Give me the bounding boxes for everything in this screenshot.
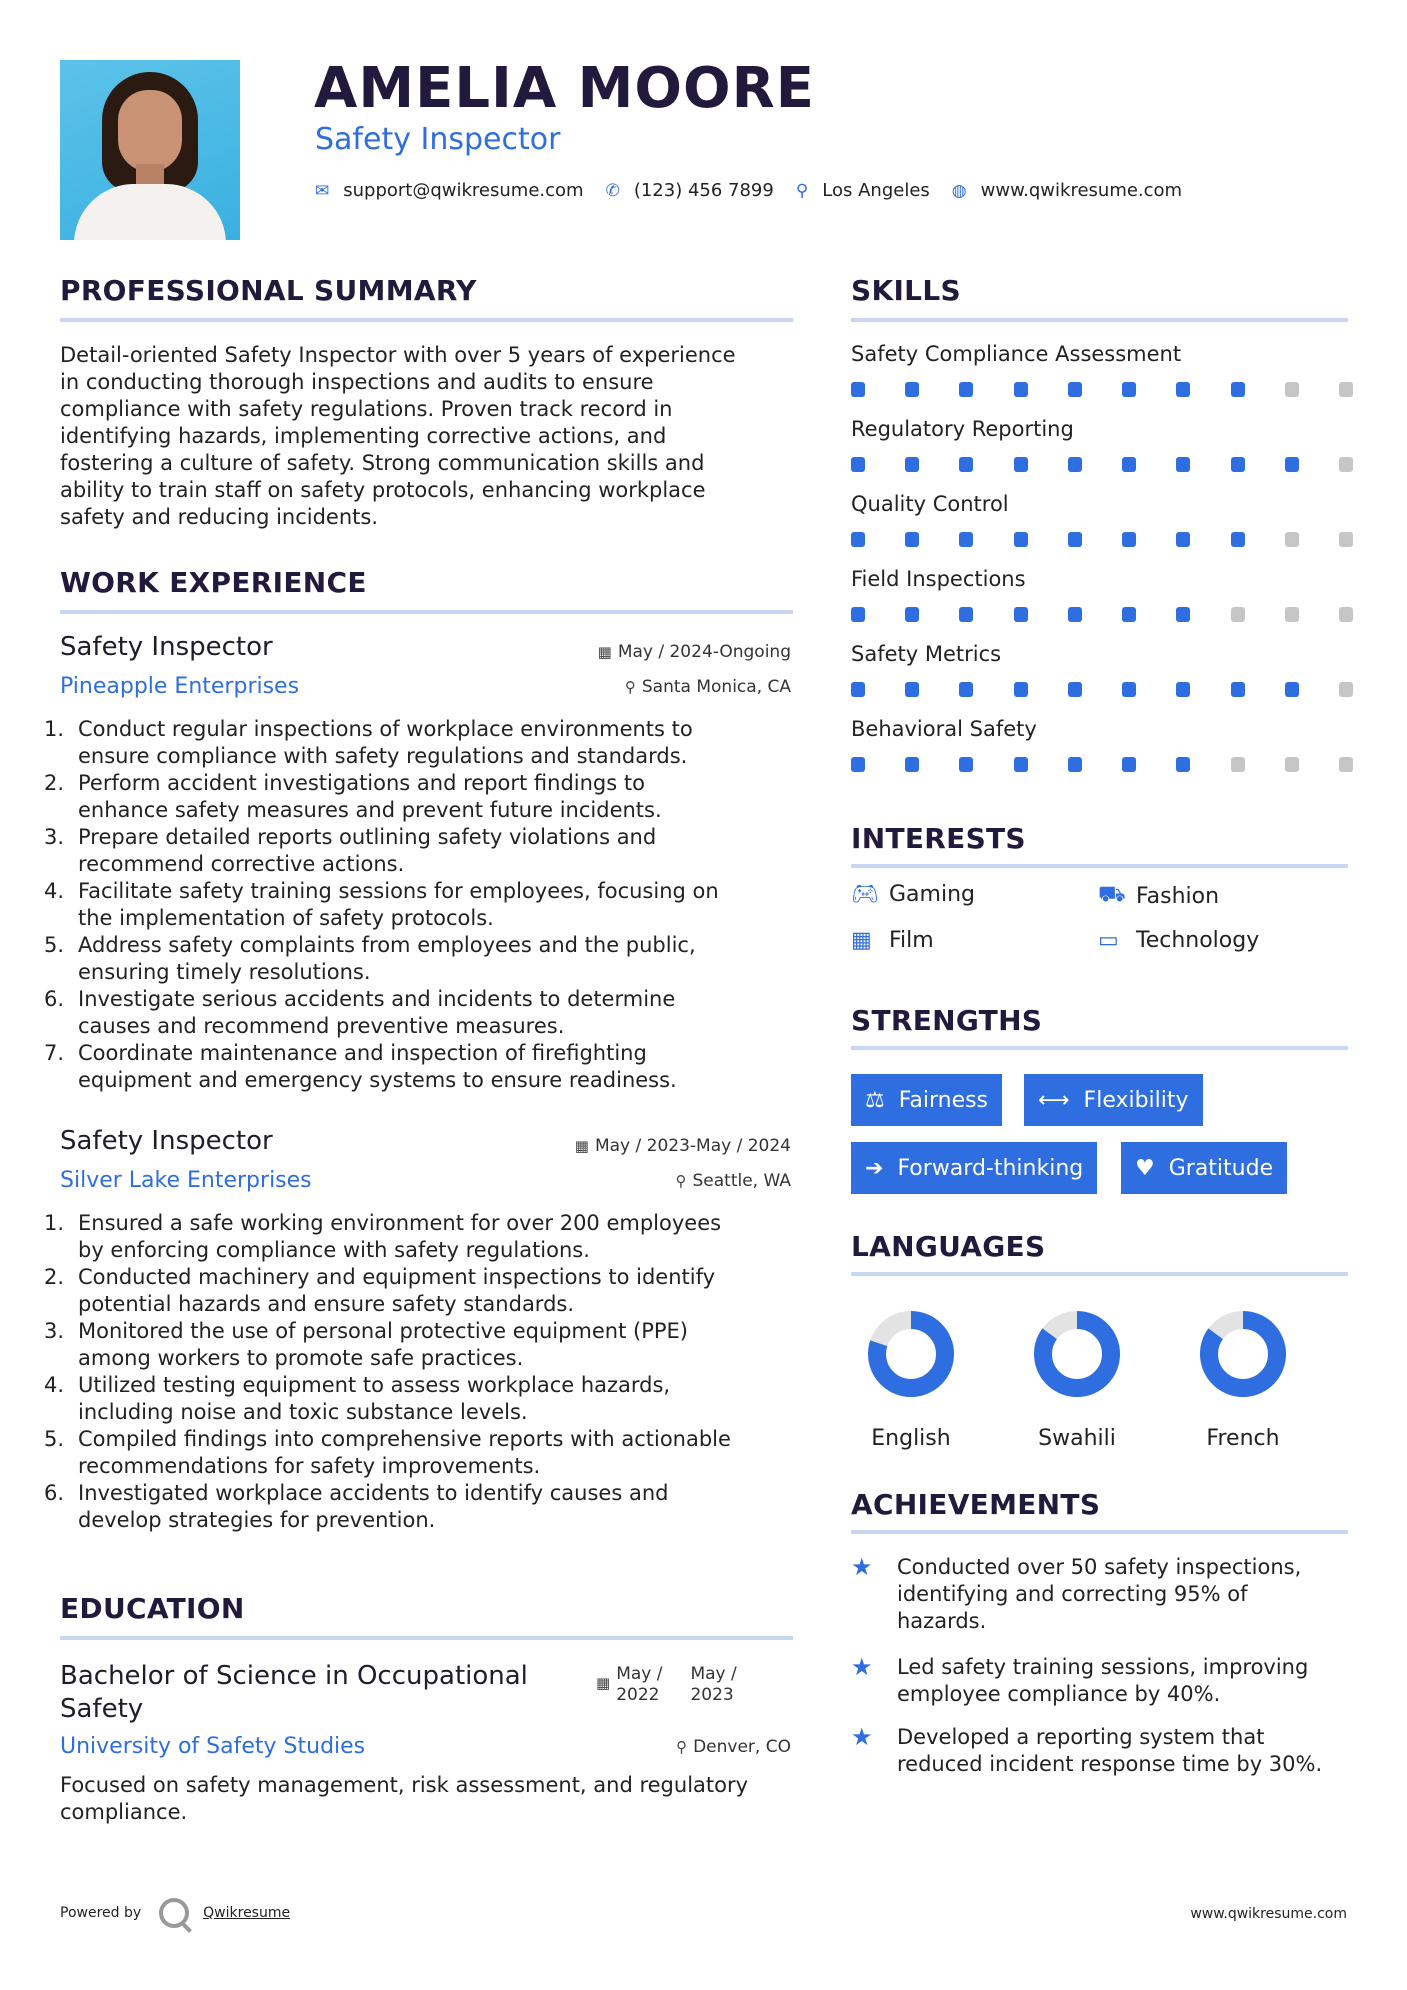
- shopping-bag-icon: ⛟: [1098, 882, 1126, 907]
- experience-divider: [60, 610, 793, 614]
- skill-rating: [851, 532, 1353, 547]
- experience-heading: WORK EXPERIENCE: [60, 566, 367, 599]
- rating-dot-empty: [1339, 382, 1353, 397]
- job-title: Safety Inspector: [60, 1126, 273, 1156]
- rating-dot-filled: [1122, 607, 1136, 622]
- location-text: Los Angeles: [822, 180, 930, 201]
- powered-by: Powered by Qwikresume: [60, 1898, 290, 1928]
- language-item: English: [841, 1310, 981, 1451]
- skill-rating: [851, 382, 1353, 397]
- job-duties-list: [44, 716, 800, 1094]
- rating-dot-filled: [1176, 532, 1190, 547]
- website-link[interactable]: www.qwikresume.com: [980, 180, 1183, 201]
- rating-dot-filled: [1122, 532, 1136, 547]
- phone-icon: ✆: [605, 180, 620, 201]
- contact-bar: [315, 180, 1204, 201]
- rating-dot-filled: [1068, 382, 1082, 397]
- calendar-icon: ▦: [596, 1674, 611, 1692]
- rating-dot-filled: [851, 682, 865, 697]
- rating-dot-filled: [905, 532, 919, 547]
- summary-divider: [60, 318, 793, 322]
- rating-dot-filled: [959, 682, 973, 697]
- rating-dot-filled: [905, 682, 919, 697]
- rating-dot-filled: [1176, 382, 1190, 397]
- laptop-icon: ▭: [1098, 928, 1119, 953]
- rating-dot-filled: [1014, 757, 1028, 772]
- company-name: Silver Lake Enterprises: [60, 1168, 312, 1193]
- rating-dot-filled: [851, 532, 865, 547]
- achievement-item: ★ Conducted over 50 safety inspections, identifying and correcting 95% of hazards.: [851, 1553, 1302, 1633]
- rating-dot-filled: [1068, 607, 1082, 622]
- rating-dot-filled: [1231, 532, 1245, 547]
- rating-dot-filled: [1231, 682, 1245, 697]
- rating-dot-empty: [1285, 382, 1299, 397]
- rating-dot-filled: [1122, 457, 1136, 472]
- interest-item: ▦ Film: [851, 928, 934, 953]
- education-divider: [60, 1636, 793, 1640]
- degree-title: Bachelor of Science in Occupational Safety: [60, 1661, 528, 1724]
- rating-dot-empty: [1231, 607, 1245, 622]
- list-item: 1. Ensured a safe working environment for over 200 employees by enforcing compliance with safety regulations.: [44, 1211, 722, 1262]
- rating-dot-filled: [851, 457, 865, 472]
- languages-heading: LANGUAGES: [851, 1230, 1046, 1263]
- arrow-right-icon: ➔: [865, 1155, 884, 1181]
- skill-name: Safety Metrics: [851, 642, 1002, 666]
- rating-dot-filled: [1231, 457, 1245, 472]
- school-name: University of Safety Studies: [60, 1734, 366, 1759]
- list-item: 4. Utilized testing equipment to assess workplace hazards, including noise and toxic substance levels.: [44, 1373, 671, 1424]
- pin-icon: ⚲: [624, 678, 636, 696]
- list-item: 2. Perform accident investigations and report findings to enhance safety measures and prevent future incidents.: [44, 771, 662, 822]
- skill-name: Behavioral Safety: [851, 717, 1037, 741]
- skill-rating: [851, 757, 1353, 772]
- skills-divider: [851, 318, 1348, 322]
- rating-dot-empty: [1231, 757, 1245, 772]
- education-location: ⚲ Denver, CO: [676, 1737, 791, 1757]
- rating-dot-filled: [1285, 457, 1299, 472]
- job-duties-list: [44, 1210, 800, 1534]
- rating-dot-filled: [1122, 682, 1136, 697]
- rating-dot-filled: [1068, 757, 1082, 772]
- strengths-heading: STRENGTHS: [851, 1004, 1043, 1037]
- interest-item: ⛟ Fashion: [1098, 882, 1220, 909]
- achievement-item: ★ Led safety training sessions, improving employee compliance by 40%.: [851, 1653, 1309, 1706]
- list-item: 5. Compiled findings into comprehensive reports with actionable recommendations for safety improvements.: [44, 1427, 731, 1478]
- rating-dot-filled: [959, 532, 973, 547]
- rating-dot-empty: [1339, 457, 1353, 472]
- rating-dot-empty: [1339, 682, 1353, 697]
- rating-dot-filled: [851, 757, 865, 772]
- candidate-name: AMELIA MOORE: [314, 56, 815, 121]
- map-pin-icon: ⚲: [795, 180, 809, 201]
- rating-dot-filled: [905, 457, 919, 472]
- envelope-icon: ✉: [315, 180, 330, 201]
- strength-chip: ♥ Gratitude: [1121, 1142, 1287, 1194]
- language-donut: [867, 1310, 955, 1398]
- phone-text: (123) 456 7899: [633, 180, 774, 201]
- rating-dot-filled: [1285, 682, 1299, 697]
- rating-dot-filled: [1014, 457, 1028, 472]
- rating-dot-empty: [1285, 757, 1299, 772]
- skill-rating: [851, 457, 1353, 472]
- list-item: 2. Conducted machinery and equipment inspections to identify potential hazards and ensure safety standards.: [44, 1265, 716, 1316]
- rating-dot-filled: [1122, 757, 1136, 772]
- language-donut: [1033, 1310, 1121, 1398]
- rating-dot-filled: [1122, 382, 1136, 397]
- rating-dot-filled: [1176, 607, 1190, 622]
- rating-dot-empty: [1339, 532, 1353, 547]
- rating-dot-filled: [1176, 682, 1190, 697]
- rating-dot-filled: [1014, 607, 1028, 622]
- rating-dot-filled: [905, 382, 919, 397]
- rating-dot-empty: [1339, 757, 1353, 772]
- rating-dot-filled: [905, 607, 919, 622]
- calendar-icon: ▦: [574, 1137, 589, 1155]
- rating-dot-filled: [905, 757, 919, 772]
- candidate-title: Safety Inspector: [315, 122, 561, 157]
- interest-item: 🎮︎ Gaming: [851, 882, 975, 907]
- rating-dot-filled: [1014, 532, 1028, 547]
- list-item: 3. Prepare detailed reports outlining safety violations and recommend corrective actions.: [44, 825, 657, 876]
- summary-text: Detail-oriented Safety Inspector with over 5 years of experience in conducting thorough inspections and audits to ensure compliance with safety regulations. Proven track record in identifying hazards, implementing corrective actions, and fostering a culture of safety. Strong communication skills and ability to train staff on safety protocols, enhancing workplace safety and reducing incidents.: [60, 343, 736, 529]
- rating-dot-filled: [1176, 757, 1190, 772]
- list-item: 6. Investigated workplace accidents to identify causes and develop strategies for prevention.: [44, 1481, 669, 1532]
- skill-name: Safety Compliance Assessment: [851, 342, 1182, 366]
- language-donut: [1199, 1310, 1287, 1398]
- rating-dot-filled: [959, 757, 973, 772]
- skills-heading: SKILLS: [851, 274, 961, 307]
- skill-name: Regulatory Reporting: [851, 417, 1074, 441]
- interests-divider: [851, 864, 1348, 868]
- profile-photo: [60, 60, 240, 240]
- interests-heading: INTERESTS: [851, 822, 1026, 855]
- footer-website-link[interactable]: www.qwikresume.com: [1190, 1906, 1347, 1922]
- rating-dot-filled: [851, 382, 865, 397]
- heart-icon: ♥: [1135, 1155, 1155, 1181]
- company-name: Pineapple Enterprises: [60, 674, 300, 699]
- list-item: 3. Monitored the use of personal protective equipment (PPE) among workers to promote safe practices.: [44, 1319, 688, 1370]
- rating-dot-filled: [1231, 382, 1245, 397]
- education-dates: ▦ May / 2022 May / 2023: [596, 1664, 737, 1705]
- languages-divider: [851, 1272, 1348, 1276]
- calendar-icon: ▦: [597, 643, 612, 661]
- brand-link[interactable]: Qwikresume: [203, 1905, 291, 1921]
- email-link[interactable]: support@qwikresume.com: [343, 180, 584, 201]
- rating-dot-filled: [851, 607, 865, 622]
- education-heading: EDUCATION: [60, 1592, 245, 1625]
- list-item: 1. Conduct regular inspections of workplace environments to ensure compliance with safety regulations and standards.: [44, 717, 693, 768]
- strength-chip: ➔ Forward-thinking: [851, 1142, 1097, 1194]
- skill-name: Quality Control: [851, 492, 1009, 516]
- list-item: 4. Facilitate safety training sessions for employees, focusing on the implementation of safety protocols.: [44, 879, 719, 930]
- rating-dot-filled: [1068, 532, 1082, 547]
- education-description: Focused on safety management, risk assessment, and regulatory compliance.: [60, 1773, 749, 1824]
- rating-dot-empty: [1285, 532, 1299, 547]
- pin-icon: ⚲: [675, 1172, 687, 1190]
- list-item: 6. Investigate serious accidents and incidents to determine causes and recommend preventive measures.: [44, 987, 676, 1038]
- rating-dot-filled: [959, 382, 973, 397]
- rating-dot-empty: [1339, 607, 1353, 622]
- star-icon: ★: [851, 1723, 873, 1751]
- language-item: French: [1173, 1310, 1313, 1451]
- job-date: ▦ May / 2024-Ongoing: [597, 642, 791, 662]
- pin-icon: ⚲: [676, 1738, 688, 1756]
- rating-dot-filled: [959, 607, 973, 622]
- job-date: ▦ May / 2023-May / 2024: [574, 1136, 791, 1156]
- globe-icon: ◍: [951, 180, 967, 201]
- rating-dot-filled: [1014, 682, 1028, 697]
- achievements-heading: ACHIEVEMENTS: [851, 1488, 1101, 1521]
- gamepad-icon: 🎮︎: [851, 882, 879, 907]
- summary-heading: PROFESSIONAL SUMMARY: [60, 274, 477, 307]
- job-location: ⚲ Santa Monica, CA: [624, 677, 791, 697]
- strengths-divider: [851, 1046, 1348, 1050]
- rating-dot-filled: [1176, 457, 1190, 472]
- strength-chip: ⚖ Fairness: [851, 1074, 1002, 1126]
- skill-name: Field Inspections: [851, 567, 1026, 591]
- rating-dot-empty: [1285, 607, 1299, 622]
- rating-dot-filled: [1068, 457, 1082, 472]
- skill-rating: [851, 607, 1353, 622]
- job-location: ⚲ Seattle, WA: [675, 1171, 791, 1191]
- interest-item: ▭ Technology: [1098, 928, 1260, 953]
- rating-dot-filled: [959, 457, 973, 472]
- rating-dot-filled: [1068, 682, 1082, 697]
- achievements-divider: [851, 1530, 1348, 1534]
- qwikresume-logo-icon: [159, 1898, 189, 1928]
- list-item: 7. Coordinate maintenance and inspection of firefighting equipment and emergency systems to ensure readiness.: [44, 1041, 677, 1092]
- star-icon: ★: [851, 1653, 873, 1681]
- star-icon: ★: [851, 1553, 873, 1581]
- balance-scale-icon: ⚖: [865, 1087, 885, 1113]
- skill-rating: [851, 682, 1353, 697]
- achievement-item: ★ Developed a reporting system that reduced incident response time by 30%.: [851, 1723, 1323, 1776]
- strength-chip: ⟷ Flexibility: [1024, 1074, 1203, 1126]
- list-item: 5. Address safety complaints from employees and the public, ensuring timely resolutions.: [44, 933, 696, 984]
- job-title: Safety Inspector: [60, 632, 273, 662]
- film-icon: ▦: [851, 928, 872, 953]
- rating-dot-filled: [1014, 382, 1028, 397]
- arrows-horizontal-icon: ⟷: [1038, 1087, 1070, 1113]
- language-item: Swahili: [1007, 1310, 1147, 1451]
